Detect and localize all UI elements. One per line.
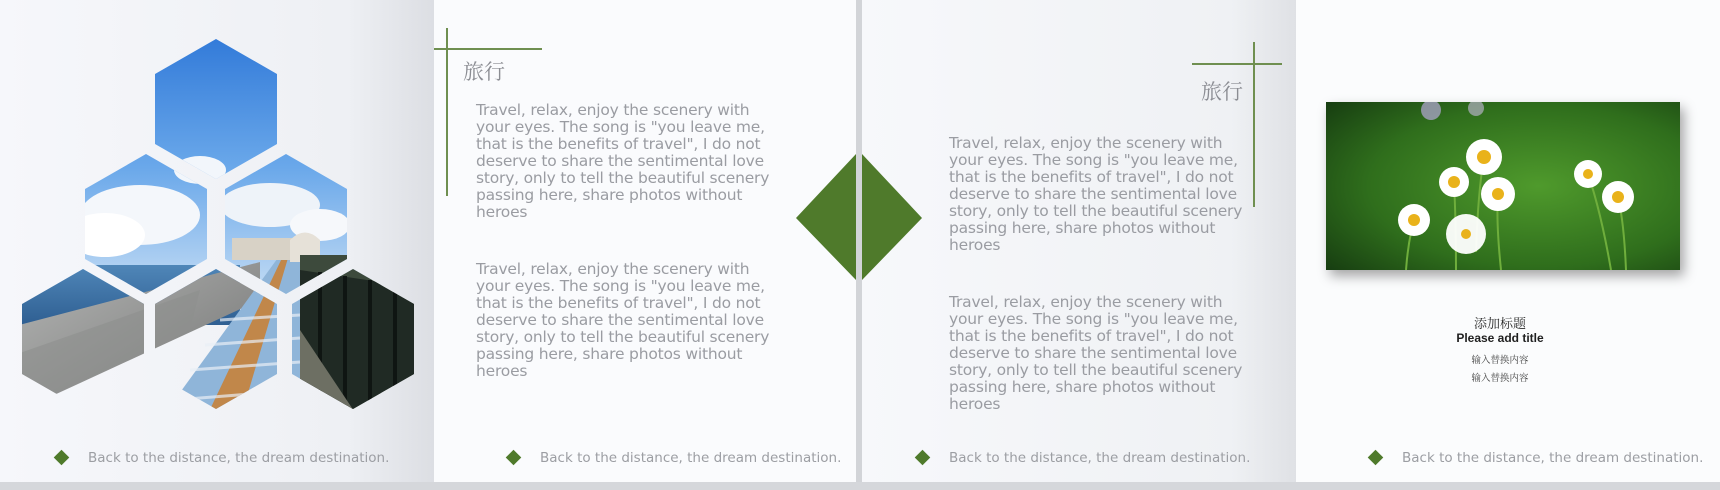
page-3 <box>862 0 1296 482</box>
paragraph-1: Travel, relax, enjoy the scenery with your eyes. The song is "you leave me, that is the benefits of travel", I do not deserve to share the sentimental love story, only to tell the beautiful scenery passing here, share photos without heroes <box>476 101 770 221</box>
page-4 <box>1296 0 1720 482</box>
hexagon-photo-collage <box>0 0 434 482</box>
daisy-photo <box>1326 102 1680 270</box>
page-1 <box>0 0 434 482</box>
crosshair-vertical-line <box>1253 42 1255 207</box>
footer-text: Back to the distance, the dream destination. <box>88 450 390 466</box>
paragraph-2: Travel, relax, enjoy the scenery with your eyes. The song is "you leave me, that is the benefits of travel", I do not deserve to share the sentimental love story, only to tell the beautiful scenery passing here, share photos without heroes <box>949 293 1243 413</box>
diamond-bullet-icon <box>915 450 931 466</box>
footer-text: Back to the distance, the dream destination. <box>540 450 842 466</box>
crosshair-horizontal-line <box>1192 63 1282 65</box>
page-2 <box>434 0 856 482</box>
crosshair-horizontal-line <box>434 48 542 50</box>
footer-text: Back to the distance, the dream destination. <box>949 450 1251 466</box>
caption-title-cn: 添加标题 <box>1473 317 1526 332</box>
center-diamond-icon <box>794 152 924 284</box>
caption-title-en: Please add title <box>1456 331 1544 345</box>
bottom-edge <box>0 482 1720 490</box>
diamond-bullet-icon <box>506 450 522 466</box>
page-heading: 旅行 <box>463 60 505 84</box>
paragraph-1: Travel, relax, enjoy the scenery with your eyes. The song is "you leave me, that is the benefits of travel", I do not deserve to share the sentimental love story, only to tell the beautiful scenery passing here, share photos without heroes <box>949 134 1243 254</box>
caption-line-2: 输入替换内容 <box>1471 373 1529 384</box>
crosshair-vertical-line <box>446 28 448 196</box>
page-heading: 旅行 <box>1201 80 1243 104</box>
caption-line-1: 输入替换内容 <box>1471 355 1529 366</box>
footer-text: Back to the distance, the dream destination. <box>1402 450 1704 466</box>
paragraph-2: Travel, relax, enjoy the scenery with your eyes. The song is "you leave me, that is the benefits of travel", I do not deserve to share the sentimental love story, only to tell the beautiful scenery passing here, share photos without heroes <box>476 260 770 380</box>
